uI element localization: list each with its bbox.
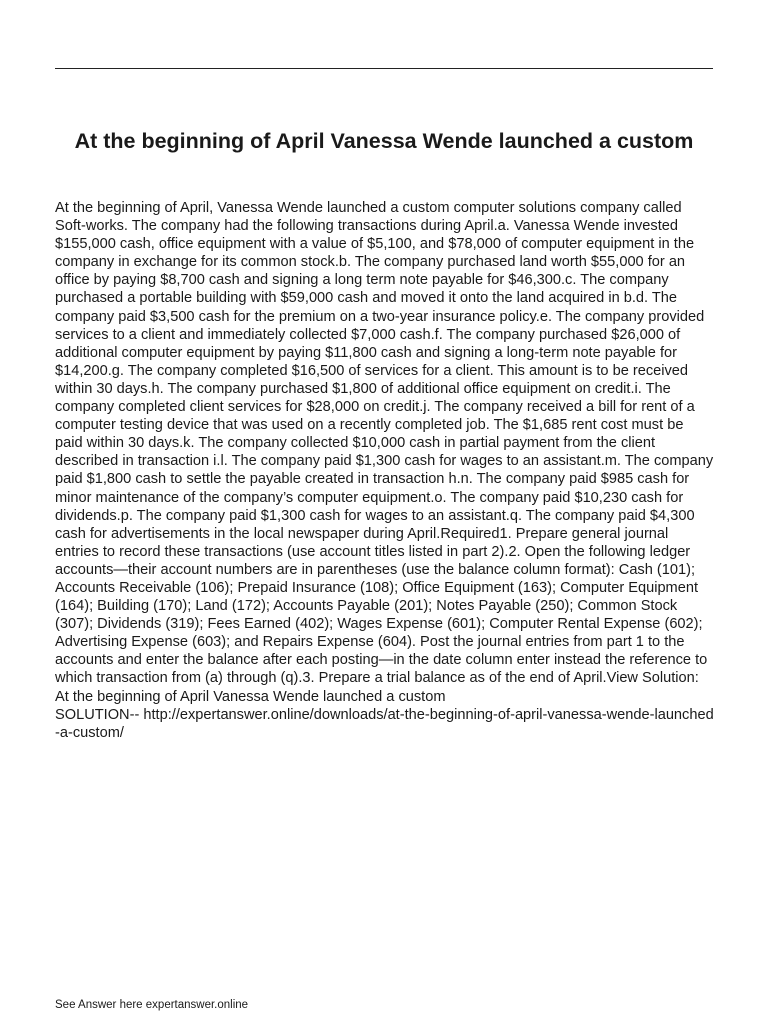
- document-body: [55, 199, 715, 742]
- problem-text: At the beginning of April, Vanessa Wende launched a custom computer solutions company called Soft-works. The company had the following transactions during April.a. Vanessa Wende invested $155,000 cash, office equipment with a value of $5,100, and $78,000 of computer equipment in the company in exchange for its common stock.b. The company purchased land worth $55,000 for an office by paying $8,700 cash and signing a long term note payable for $46,300.c. The company purchased a portable building with $59,000 cash and moved it onto the land acquired in b.d. The company paid $3,500 cash for the premium on a two-year insurance policy.e. The company provided services to a client and immediately collected $7,000 cash.f. The company purchased $26,000 of additional computer equipment by paying $11,800 cash and signing a long-term note payable for $14,200.g. The company completed $16,500 of services for a client. This amount is to be received within 30 days.h. The company purchased $1,800 of additional office equipment on credit.i. The company completed client services for $28,000 on credit.j. The company received a bill for rent of a computer testing device that was used on a recently completed job. The $1,685 rent cost must be paid within 30 days.k. The company collected $10,000 cash in partial payment from the client described in transaction i.l. The company paid $1,300 cash for wages to an assistant.m. The company paid $1,800 cash to settle the payable created in transaction h.n. The company paid $985 cash for minor maintenance of the company’s computer equipment.o. The company paid $10,230 cash for dividends.p. The company paid $1,300 cash for wages to an assistant.q. The company paid $4,300 cash for advertisements in the local newspaper during April.Required1. Prepare general journal entries to record these transactions (use account titles listed in part 2).2. Open the following ledger accounts—their account numbers are in parentheses (use the balance column format): Cash (101); Accounts Receivable (106); Prepaid Insurance (108); Office Equipment (163); Computer Equipment (164); Building (170); Land (172); Accounts Payable (201); Notes Payable (250); Common Stock (307); Dividends (319); Fees Earned (402); Wages Expense (601); Computer Rental Expense (602); Advertising Expense (603); and Repairs Expense (604). Post the journal entries from part 1 to the accounts and enter the balance after each posting—in the date column enter instead the reference to which transaction from (a) through (q).3. Prepare a trial balance as of the end of April.View Solution:: [55, 200, 714, 687]
- footer-note: See Answer here expertanswer.online: [55, 999, 249, 1011]
- top-divider: [55, 68, 713, 69]
- document-title: At the beginning of April Vanessa Wende launched a custom: [74, 129, 694, 153]
- solution-link[interactable]: SOLUTION-- http://expertanswer.online/downloads/at-the-beginning-of-april-vanessa-wende-launched-a-custom/: [55, 706, 714, 741]
- repeated-title: At the beginning of April Vanessa Wende launched a custom: [55, 688, 446, 705]
